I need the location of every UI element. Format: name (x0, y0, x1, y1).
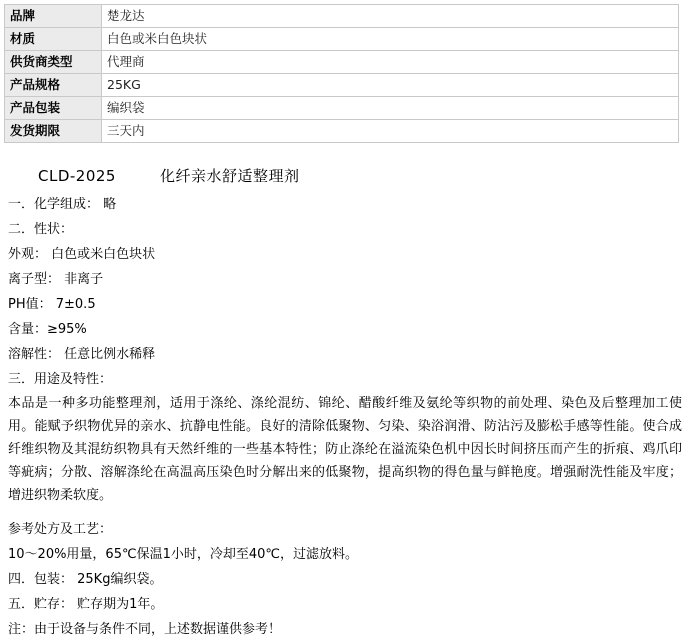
section-uses-title: 三．用途及特性： (8, 372, 113, 387)
spec-key-supplier-type: 供货商类型 (5, 51, 102, 74)
product-spec-table (4, 4, 679, 143)
product-description (0, 165, 690, 642)
spec-value-brand: 楚龙达 (102, 5, 679, 28)
section-chemical-composition: 一．化学组成： 略 (8, 197, 117, 212)
property-ph: PH值： 7±0.5 (8, 297, 96, 312)
spec-key-specification: 产品规格 (5, 74, 102, 97)
product-code: CLD-2025 (38, 167, 116, 185)
spec-value-packaging: 编织袋 (102, 97, 679, 120)
section-packaging: 四．包装： 25Kg编织袋。 (8, 572, 163, 587)
spec-key-delivery-time: 发货期限 (5, 120, 102, 143)
spec-value-delivery-time: 三天内 (102, 120, 679, 143)
reference-recipe-body: 10～20%用量，65℃保温1小时，冷却至40℃，过滤放料。 (8, 547, 358, 562)
table-row (5, 97, 679, 120)
document-page (0, 4, 690, 637)
table-row (5, 51, 679, 74)
property-solubility: 溶解性： 任意比例水稀释 (8, 347, 156, 362)
spec-key-material: 材质 (5, 28, 102, 51)
product-name: 化纤亲水舒适整理剂 (159, 167, 300, 185)
table-row (5, 5, 679, 28)
section-storage: 五．贮存： 贮存期为1年。 (8, 597, 164, 612)
section-uses-body: 本品是一种多功能整理剂，适用于涤纶、涤纶混纺、锦纶、醋酸纤维及氨纶等织物的前处理、染色及后整理加工使用。能赋予织物优异的亲水、抗静电性能。良好的清除低聚物、匀染、染浴润滑、防沾污及膨松手感等性能。使合成纤维织物及其混纺织物具有天然纤维的一些基本特性；防止涤纶在溢流染色机中因长时间挤压而产生的折痕、鸡爪印等疵病；分散、溶解涤纶在高温高压染色时分解出来的低聚物，提高织物的得色量与鲜艳度。增强耐洗性能及牢度；增进织物柔软度。 (8, 396, 682, 503)
property-content: 含量：≥95% (8, 322, 87, 337)
page-title (38, 165, 682, 186)
disclaimer-note: 注：由于设备与条件不同，上述数据谨供参考！ (8, 622, 282, 637)
property-ionic-type: 离子型： 非离子 (8, 272, 104, 287)
section-properties-title: 二．性状： (8, 222, 74, 237)
spec-value-material: 白色或米白色块状 (102, 28, 679, 51)
table-row (5, 74, 679, 97)
table-row (5, 120, 679, 143)
spec-value-supplier-type: 代理商 (102, 51, 679, 74)
reference-recipe-title: 参考处方及工艺： (8, 522, 113, 537)
table-row (5, 28, 679, 51)
spec-key-packaging: 产品包装 (5, 97, 102, 120)
spec-key-brand: 品牌 (5, 5, 102, 28)
property-appearance: 外观： 白色或米白色块状 (8, 247, 156, 262)
spec-value-specification: 25KG (102, 74, 679, 97)
